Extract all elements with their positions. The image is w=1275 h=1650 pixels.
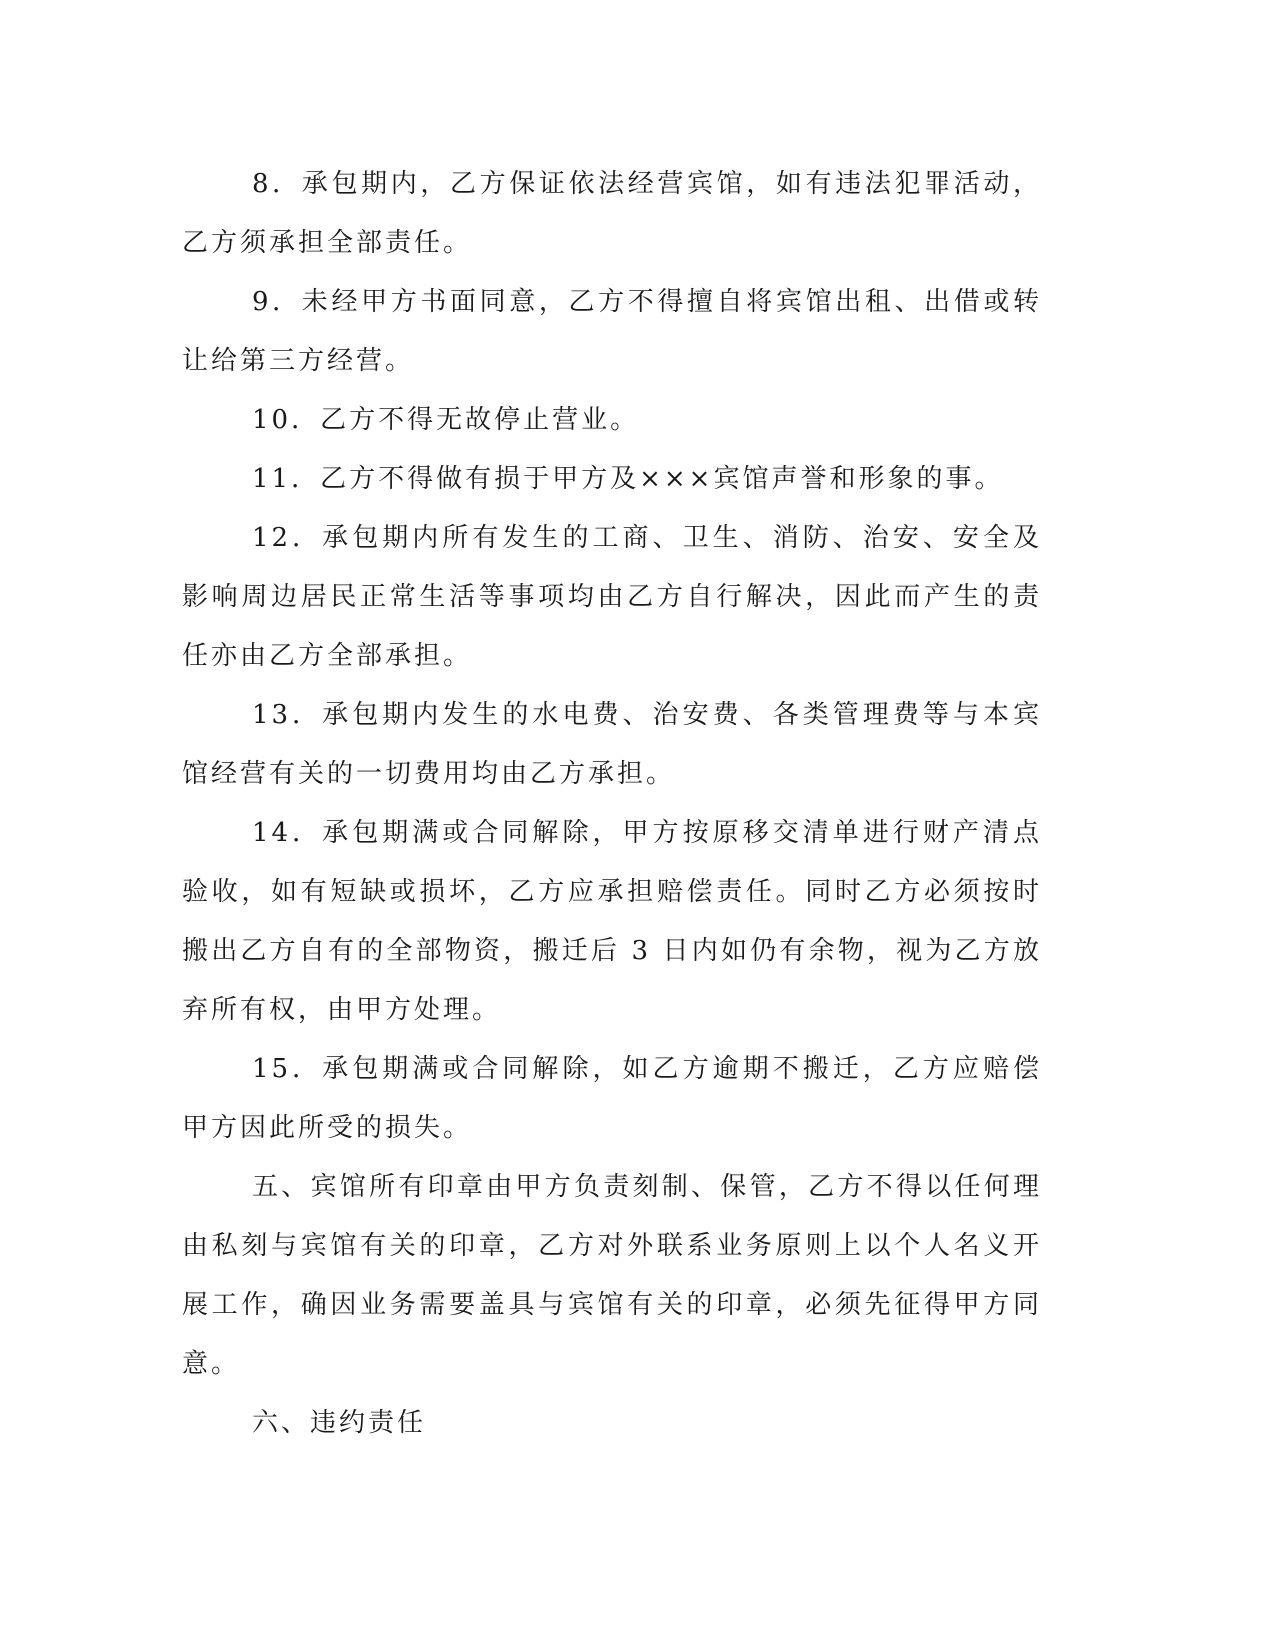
clause-15: 15．承包期满或合同解除，如乙方逾期不搬迁，乙方应赔偿甲方因此所受的损失。 — [182, 1054, 1042, 1143]
section-five-seals: 五、宾馆所有印章由甲方负责刻制、保管，乙方不得以任何理由私刻与宾馆有关的印章，乙方对外联系业务原则上以个人名义开展工作，确因业务需要盖具与宾馆有关的印章，必须先征得甲方同意。 — [182, 1172, 1042, 1379]
document-body — [182, 155, 1042, 1453]
clause-9: 9．未经甲方书面同意，乙方不得擅自将宾馆出租、出借或转让给第三方经营。 — [182, 287, 1042, 376]
clause-11: 11．乙方不得做有损于甲方及×××宾馆声誉和形象的事。 — [252, 464, 1004, 494]
section-six-heading: 六、违约责任 — [252, 1408, 427, 1438]
clause-8: 8．承包期内，乙方保证依法经营宾馆，如有违法犯罪活动，乙方须承担全部责任。 — [182, 169, 1042, 258]
clause-13: 13．承包期内发生的水电费、治安费、各类管理费等与本宾馆经营有关的一切费用均由乙方承担。 — [182, 700, 1042, 789]
clause-14: 14．承包期满或合同解除，甲方按原移交清单进行财产清点验收，如有短缺或损坏，乙方应承担赔偿责任。同时乙方必须按时搬出乙方自有的全部物资，搬迁后 3 日内如仍有余物，视为乙方放弃所有权，由甲方处理。 — [182, 818, 1042, 1025]
clause-12: 12．承包期内所有发生的工商、卫生、消防、治安、安全及影响周边居民正常生活等事项均由乙方自行解决，因此而产生的责任亦由乙方全部承担。 — [182, 523, 1042, 671]
clause-10: 10．乙方不得无故停止营业。 — [252, 405, 640, 435]
